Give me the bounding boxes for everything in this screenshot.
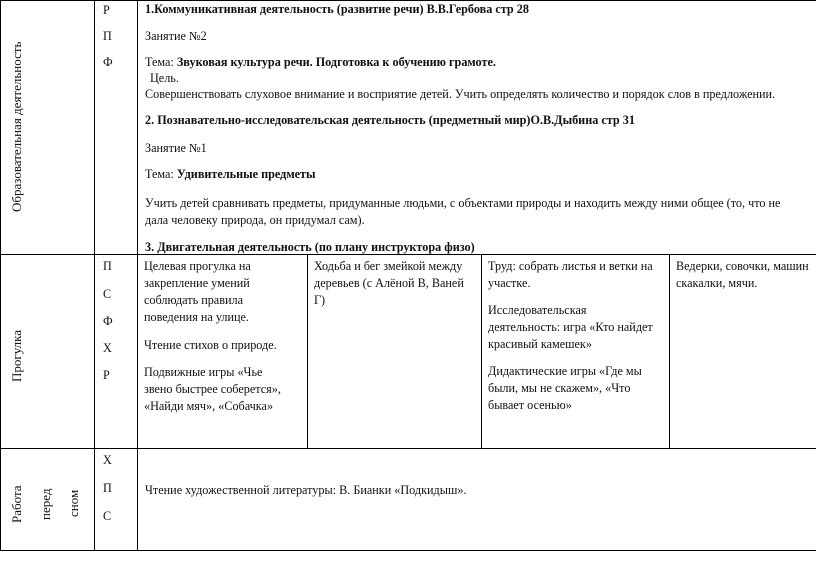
goal-label: Цель.	[150, 71, 179, 85]
letter: Х	[103, 453, 112, 467]
walk-col1-line: Чтение стихов о природе.	[144, 338, 277, 352]
letter: П	[103, 259, 112, 273]
row-label-sleep-2: перед	[38, 488, 53, 520]
walk-col1-line: поведения на улице.	[144, 310, 249, 324]
walk-col-divider-2	[481, 254, 482, 448]
activity-title-2: 2. Познавательно-исследовательская деятельность (предметный мир)О.В.Дыбина стр 31	[145, 113, 635, 127]
lesson-number-2: Занятие №1	[145, 141, 207, 155]
walk-col4-line: Ведерки, совочки, машин	[676, 259, 809, 273]
letter: П	[103, 481, 112, 495]
row-label-walk: Прогулка	[9, 329, 24, 382]
walk-col-divider-1	[307, 254, 308, 448]
activity-title-3: 3. Двигательная деятельность (по плану инструктора физо)	[145, 240, 475, 254]
walk-col-divider-3	[669, 254, 670, 448]
walk-col2-line: Ходьба и бег змейкой между	[314, 259, 463, 273]
walk-col3-line: участке.	[488, 276, 531, 290]
walk-col1-line: «Найди мяч», «Собачка»	[144, 399, 274, 413]
walk-col3-line: красивый камешек»	[488, 337, 592, 351]
theme-label: Тема:	[145, 55, 174, 69]
row-label-sleep-1: Работа	[9, 485, 24, 523]
walk-col1-line: закрепление умений	[144, 276, 250, 290]
lesson-number-1: Занятие №2	[145, 29, 207, 43]
row-label-education: Образовательная деятельность	[9, 41, 24, 212]
theme-line-1	[145, 54, 496, 70]
sleep-activity-text: Чтение художественной литературы: В. Бианки «Подкидыш».	[145, 483, 467, 497]
theme-text: Звуковая культура речи. Подготовка к обучению грамоте.	[176, 55, 496, 69]
letter: Р	[103, 368, 110, 382]
row-label-sleep-3: сном	[66, 489, 81, 517]
walk-col3-line: Исследовательская	[488, 303, 587, 317]
walk-col3-line: были, мы не скажем», «Что	[488, 381, 631, 395]
walk-col3-line: Дидактические игры «Где мы	[488, 364, 642, 378]
letter: С	[103, 287, 112, 301]
theme-label: Тема:	[145, 167, 174, 181]
goal-text-2-line-2: дала человеку природа, он придумал сам).	[145, 213, 365, 227]
letter: Ф	[103, 314, 113, 328]
walk-col3-line: бывает осенью»	[488, 398, 572, 412]
letter: Р	[103, 3, 110, 17]
walk-col2-line: Г)	[314, 293, 326, 307]
letter: Ф	[103, 55, 113, 69]
theme-line-2	[145, 166, 316, 182]
walk-col3-line: деятельность: игра «Кто найдет	[488, 320, 653, 334]
activity-title-1: 1.Коммуникативная деятельность (развитие речи) В.В.Гербова стр 28	[145, 2, 529, 16]
letter: П	[103, 29, 112, 43]
walk-col2-line: деревьев (с Алёной В, Ваней	[314, 276, 464, 290]
table-border-left	[0, 0, 1, 551]
goal-text: Совершенствовать слуховое внимание и восприятие детей. Учить определять количество и порядок слов в предложении.	[145, 87, 776, 101]
walk-col1-line: звено быстрее соберется»,	[144, 382, 281, 396]
row-divider-2	[0, 448, 816, 449]
theme-text: Удивительные предметы	[176, 167, 316, 181]
letter: Х	[103, 341, 112, 355]
letters-column-divider	[137, 0, 138, 551]
letter: С	[103, 509, 112, 523]
table-border-bottom	[0, 550, 816, 551]
label-column-divider	[94, 0, 95, 551]
walk-col4-line: скакалки, мячи.	[676, 276, 758, 290]
walk-col3-line: Труд: собрать листья и ветки на	[488, 259, 653, 273]
walk-col1-line: соблюдать правила	[144, 293, 243, 307]
walk-col1-line: Целевая прогулка на	[144, 259, 251, 273]
walk-col1-line: Подвижные игры «Чье	[144, 365, 263, 379]
goal-text-2-line-1: Учить детей сравнивать предметы, придуманные людьми, с объектами природы и находить между ними общее (то, что не	[145, 196, 781, 210]
